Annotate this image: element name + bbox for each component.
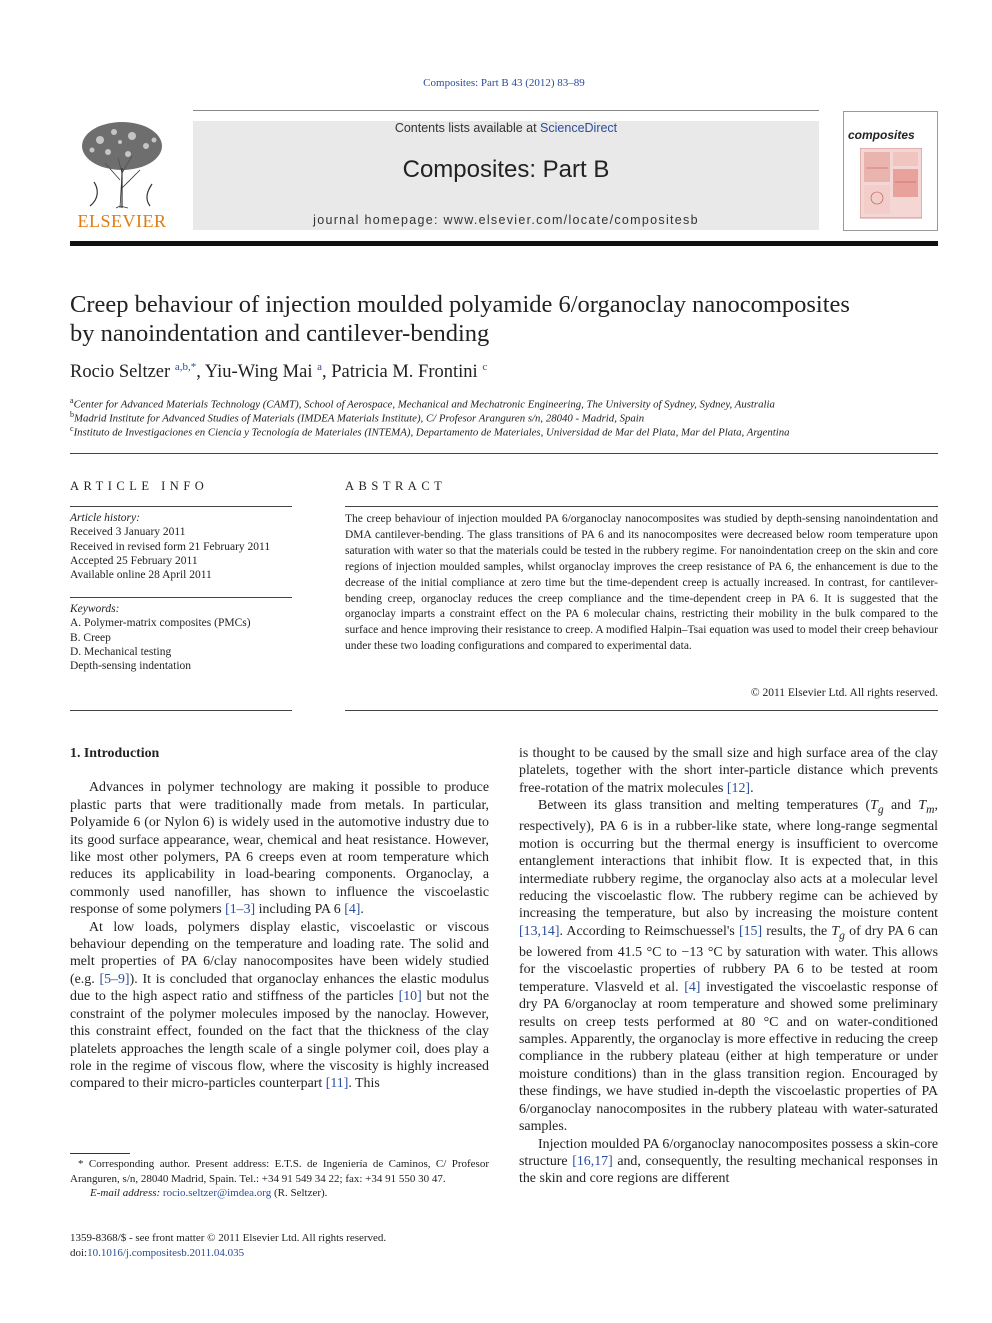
doi-prefix: doi: <box>70 1246 88 1259</box>
sciencedirect-link[interactable]: ScienceDirect <box>540 121 618 135</box>
paragraph-text: of dry PA 6 can be lowered from 41.5 °C to −13 °C by saturation with water. This allows for the viscoelastic properties of rubbery PA 6 to be tested at room temperature. Vlasveld et al. <box>519 923 938 995</box>
paragraph <box>519 745 938 797</box>
author-separator: , <box>321 362 332 383</box>
tree-icon <box>70 118 174 210</box>
cover-art-icon <box>860 148 922 222</box>
author-affil-marker[interactable]: a,b,* <box>174 361 197 373</box>
author-name[interactable]: Rocio Seltzer <box>70 362 171 383</box>
paragraph <box>70 779 489 918</box>
keywords-label: Keywords: <box>70 603 120 615</box>
affiliation-label: c <box>70 424 74 433</box>
symbol-subscript: m <box>926 803 935 816</box>
article-history-label: Article history: <box>70 512 140 524</box>
issn-line: 1359-8368/$ - see front matter © 2011 Elsevier Ltd. All rights reserved. <box>70 1232 387 1244</box>
author-separator: , <box>196 362 205 383</box>
article-title <box>70 290 940 348</box>
keyword-item: Depth-sensing indentation <box>70 660 192 673</box>
paragraph-text: . According to Reimschuessel's <box>559 923 739 939</box>
journal-cover-thumbnail[interactable] <box>843 111 938 231</box>
paragraph-text: Advances in polymer technology are making it possible to produce plastic parts that were traditionally made from metals. In particular, Polyamide 6 (or Nylon 6) is widely used in the automotive industry due to its good surface appearance, wear, chemical and heat resistance. However, like most other polymers, PA 6 creeps even at room temperature which reduces its applicability in load-bearing components. Organoclay, a commonly used nanofiller, has shown to influence the viscoelastic response of some polymers <box>70 780 489 918</box>
keywords-rule <box>70 597 292 598</box>
symbol-tg <box>831 923 845 942</box>
citation-link[interactable]: [13,14] <box>519 923 560 939</box>
contents-prefix: Contents lists available at <box>394 121 541 135</box>
paragraph-text: including PA 6 <box>255 902 345 918</box>
symbol-tm <box>918 798 935 816</box>
affiliation-text: Center for Advanced Materials Technology (CAMT), School of Aerospace, Mechanical and Mechatronic Engineering, The University of Sydney, Sydney, Australia <box>73 398 775 411</box>
symbol-letter: T <box>870 798 878 814</box>
symbol-letter: T <box>918 798 927 814</box>
affiliation-label: a <box>70 396 74 405</box>
article-info-heading: ARTICLE INFO <box>70 479 209 493</box>
author-list <box>70 361 940 383</box>
paragraph-text: . <box>750 780 754 796</box>
citation-link[interactable]: [1–3] <box>225 902 256 918</box>
affiliation <box>70 396 950 411</box>
article-info-rule <box>70 506 292 507</box>
history-item: Available online 28 April 2011 <box>70 569 212 582</box>
contents-line <box>193 121 819 135</box>
symbol-subscript: g <box>839 928 845 942</box>
elsevier-wordmark: ELSEVIER <box>77 211 167 231</box>
author-affil-marker[interactable]: c <box>482 361 488 373</box>
abstract-text: The creep behaviour of injection moulded PA 6/organoclay nanocomposites was studied by depth-sensing nanoindentation and DMA cantilever-bending. The glass transitions of PA 6 and its nanocomposites were decreased below room temperature upon saturation with water so that the materials could be tested in the rubbery regime. For nanoindentation creep on the skin and core regions of injection moulded samples, whilst organoclay improves the creep resistance of PA 6, the enhancement is due to the decrease of the initial compliance at zero time but the time-dependent creep is actually increased. In contrast, for cantilever-bending creep, organoclay reduces the creep compliance and the time-dependent creep in PA 6. It is suggested that the organoclay imparts a constraint effect on the PA 6 molecular chains, restricting their mobility in the bulk compared to the surface and hence improving their resistance to creep. A modified Halpin–Tsai equation was used to model their creep behaviour under these two loading configurations and compared to experimental data. <box>345 513 938 653</box>
history-item: Received 3 January 2011 <box>70 526 186 539</box>
history-item: Received in revised form 21 February 2011 <box>70 540 271 553</box>
affiliation <box>70 424 950 439</box>
author-name[interactable]: Patricia M. Frontini <box>331 362 478 383</box>
paragraph-text: . <box>360 902 364 918</box>
article-info-bottom-rule <box>70 710 292 711</box>
paragraph <box>519 797 938 1135</box>
article-title-line2: by nanoindentation and cantilever-bending <box>70 320 490 347</box>
abstract-rule <box>345 506 938 507</box>
affiliation-label: b <box>70 410 74 419</box>
citation-link[interactable]: [4] <box>684 979 701 995</box>
body-left-column <box>70 745 489 1093</box>
keyword-item: A. Polymer-matrix composites (PMCs) <box>70 617 251 630</box>
corresponding-author-note: * Corresponding author. Present address: E.T.S. de Ingeniería de Caminos, C/ Profesor Aranguren, s/n, 28040 Madrid, Spain. Tel.: +34 91 549 34 22; fax: +34 91 550 30 47. <box>70 1158 489 1185</box>
journal-homepage[interactable]: journal homepage: www.elsevier.com/locate/compositesb <box>313 213 699 227</box>
paragraph-text: is thought to be caused by the small size and high surface area of the clay platelets, together with the short inter-particle distance which prevents free-rotation of the matrix molecules <box>519 746 938 796</box>
citation-link[interactable]: [16,17] <box>572 1153 613 1169</box>
journal-title: Composites: Part B <box>402 156 610 183</box>
paragraph-text: , respectively), PA 6 is in a rubber-like state, where long-range segmental motion is occurring but the thermal energy is insufficient to overcome entanglement interactions that inhibit flow. It is expected that, in this intermediate rubbery regime, the organoclay also acts at a molecular level reducing the viscoelastic flow. The rubbery regime can be achieved by increasing the temperature, but also by increasing the moisture content <box>519 798 938 922</box>
affiliation-text: Madrid Institute for Advanced Studies of Materials (IMDEA Materials Institute), C/ Profesor Aranguren s/n, 28040 - Madrid, Spain <box>74 412 645 425</box>
email-link[interactable]: rocio.seltzer@imdea.org <box>162 1187 272 1199</box>
doi-line <box>70 1246 386 1261</box>
affiliation <box>70 410 950 425</box>
paragraph-text: and <box>883 798 919 814</box>
symbol-subscript: g <box>877 803 884 816</box>
paragraph-text: results, the <box>762 923 832 939</box>
header-divider <box>70 241 938 246</box>
citation-link[interactable]: [15] <box>738 923 763 939</box>
bottom-metadata <box>70 1231 386 1260</box>
abstract-heading: ABSTRACT <box>345 479 447 493</box>
email-suffix: (R. Seltzer). <box>271 1187 328 1199</box>
footnote-rule <box>70 1153 130 1154</box>
email-note <box>70 1186 489 1201</box>
article-history-block <box>70 511 270 582</box>
paragraph-text: ). It is concluded that organoclay enhances the elastic modulus due to the high aspect ratio and stiffness of the particles <box>70 971 489 1005</box>
paragraph <box>519 1136 938 1188</box>
abstract-bottom-rule <box>345 710 938 711</box>
affiliation-divider <box>70 453 938 454</box>
author-affil-marker[interactable]: a <box>317 361 322 373</box>
history-item: Accepted 25 February 2011 <box>70 554 198 567</box>
paragraph-text: . This <box>348 1076 380 1092</box>
journal-reference[interactable]: Composites: Part B 43 (2012) 83–89 <box>423 77 585 89</box>
doi-link[interactable]: 10.1016/j.compositesb.2011.04.035 <box>87 1246 245 1259</box>
keyword-item: D. Mechanical testing <box>70 645 172 658</box>
citation-link[interactable]: [12] <box>726 780 751 796</box>
paragraph-text: At low loads, polymers display elastic, viscoelastic or viscous behaviour depending on the temperature and loading rate. The solid and melt properties of PA 6/clay nanocomposites have been widely studied (e.g. <box>70 919 489 987</box>
keyword-item: B. Creep <box>70 631 111 644</box>
article-title-line1: Creep behaviour of injection moulded polyamide 6/organoclay nanocomposites <box>70 291 850 318</box>
affiliation-text: Instituto de Investigaciones en Ciencia y Tecnología de Materiales (INTEMA), Departamento de Materiales, Universidad de Mar del Plata, Mar del Plata, Argentina <box>73 426 790 439</box>
paragraph-text: investigated the viscoelastic response of dry PA 6/organoclay at room temperature and showed some preliminary results on creep tests performed at 80 °C and on water-conditioned samples. Apparently, the organoclay is more effective in reducing the creep compliance in the rubbery plateau (either at high temperature or under moisture conditions) than in the glass transition region. Encouraged by these findings, we have studied in-depth the viscoelastic properties of PA 6/organoclay nanocomposites in the rubbery plateau with water-saturated samples. <box>519 979 938 1135</box>
paragraph-text: Between its glass transition and melting temperatures ( <box>538 798 871 814</box>
author-name[interactable]: Yiu-Wing Mai <box>204 362 313 383</box>
symbol-tg <box>870 798 884 816</box>
citation-link[interactable]: [4] <box>344 902 361 918</box>
citation-link[interactable]: [5–9] <box>99 971 130 987</box>
citation-link[interactable]: [11] <box>325 1076 349 1092</box>
paragraph <box>70 919 489 1093</box>
symbol-letter: T <box>831 923 840 939</box>
citation-link[interactable]: [10] <box>398 989 422 1005</box>
paragraph-text: and, consequently, the resulting mechanical responses in the skin and core regions are different <box>519 1153 938 1187</box>
keywords-block <box>70 602 251 673</box>
abstract-copyright: © 2011 Elsevier Ltd. All rights reserved. <box>750 687 938 699</box>
email-label: E-mail address: <box>90 1187 163 1199</box>
body-right-column <box>519 745 938 1188</box>
masthead-rule <box>193 110 819 111</box>
section-heading-introduction: 1. Introduction <box>70 746 160 761</box>
paragraph-text: but not the constraint of the polymer molecules imposed by the nanoclay. However, this constraint effect, founded on the fact that the thickness of the clay platelets approaches the length scale of a single polymer coil, does play a role in the regime of viscous flow, where the viscosity is highly increased compared to their micro-particles counterpart <box>70 989 489 1092</box>
footnote-block <box>70 1157 489 1201</box>
cover-title: composites <box>848 128 915 142</box>
paragraph-text: Injection moulded PA 6/organoclay nanocomposites possess a skin-core structure <box>519 1136 938 1169</box>
